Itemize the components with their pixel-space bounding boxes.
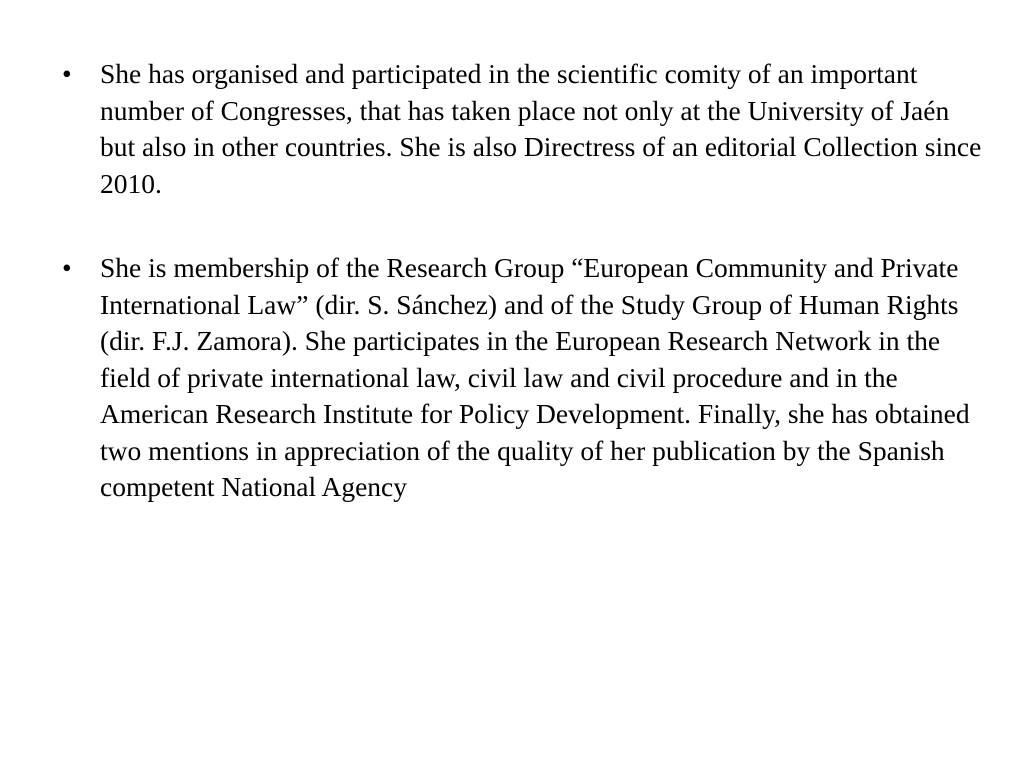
bullet-item-congresses bbox=[62, 56, 982, 202]
bullet-list bbox=[62, 56, 982, 554]
bullet-dot-icon: • bbox=[62, 252, 72, 283]
bullet-text: She has organised and participated in the scientific comity of an important number of Congresses, that has taken place not only at the University of Jaén but also in other countries. She is also Directress of an editorial Collection since 2010. bbox=[100, 58, 982, 199]
bullet-item-memberships bbox=[62, 250, 982, 506]
bullet-text: She is membership of the Research Group “European Community and Private International Law” (dir. S. Sánchez) and of the Study Group of Human Rights (dir. F.J. Zamora). She participates in the European Research Network in the field of private international law, civil law and civil procedure and in the American Research Institute for Policy Development. Finally, she has obtained two mentions in appreciation of the quality of her publication by the Spanish competent National Agency bbox=[100, 252, 970, 502]
bullet-dot-icon: • bbox=[62, 58, 72, 89]
